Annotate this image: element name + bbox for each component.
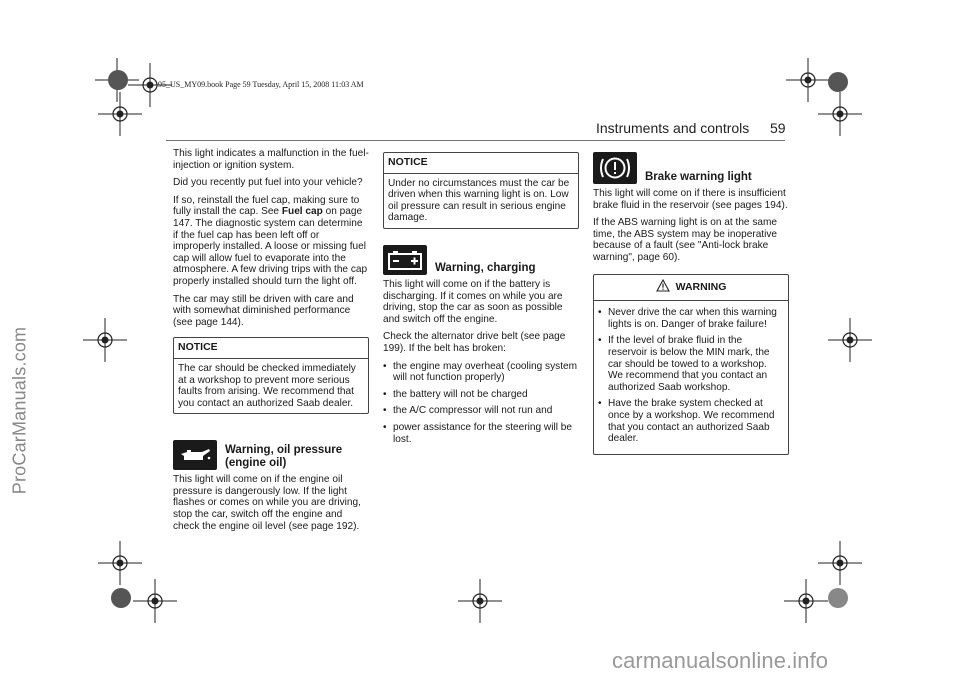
paragraph: This light will come on if the engine oil pressure is dangerously low. If the light flashes or comes on while you are driving, stop the car, switch off the engine and check the engine oil level (see page 192).: [173, 474, 361, 532]
calibration-disc: [108, 70, 128, 90]
list-item: • Never drive the car when this warning lights is on. Danger of brake failure!: [598, 307, 784, 330]
charging-heading: Warning, charging: [435, 261, 536, 274]
oil-can-icon: [173, 440, 217, 470]
paragraph: [173, 195, 369, 288]
list-item: • the engine may overheat (cooling system will not function properly): [383, 361, 579, 384]
notice-text: The car should be checked immediately at a workshop to prevent more serious faults from arising. We recommend that you contact an authorized Saab dealer.: [178, 362, 356, 409]
list-item: • power assistance for the steering will be lost.: [383, 422, 579, 445]
registration-mark: [784, 579, 828, 623]
brake-heading: Brake warning light: [645, 171, 752, 183]
column-right: [593, 152, 789, 455]
oil-pressure-heading-row: [173, 440, 369, 470]
registration-mark: [818, 541, 862, 585]
warning-box: [593, 274, 789, 455]
paragraph: If the ABS warning light is on at the same time, the ABS system may be inoperative because of a fault (see "Anti-lock brake warning", page 60).: [593, 217, 778, 263]
warning-triangle-icon: [656, 279, 670, 296]
brake-heading-row: [593, 152, 789, 184]
registration-mark: [98, 92, 142, 136]
paragraph: The car may still be driven with care and with somewhat diminished performance (see page 144).: [173, 293, 354, 328]
registration-mark: [818, 92, 862, 136]
list-item: • If the level of brake fluid in the reservoir is below the MIN mark, the car should be towed to a workshop. We recommend that you contact an authorized Saab workshop.: [598, 335, 784, 393]
paragraph: This light will come on if the battery is discharging. If it comes on while you are driving, stop the car as soon as possible and switch off the engine.: [383, 278, 563, 325]
warning-title: WARNING: [675, 280, 727, 293]
column-middle: [383, 152, 579, 450]
bullet-list: [383, 361, 579, 446]
paragraph: Did you recently put fuel into your vehicle?: [173, 177, 363, 189]
calibration-disc: [111, 588, 131, 608]
calibration-disc: [828, 588, 848, 608]
running-header-title: Instruments and controls: [596, 120, 750, 136]
page-number: 59: [770, 120, 786, 136]
footer-watermark: carmanualsonline.info: [612, 648, 829, 673]
registration-mark: [458, 579, 502, 623]
paragraph: This light indicates a malfunction in the fuel-injection or ignition system.: [173, 148, 369, 171]
registration-mark: [133, 579, 177, 623]
list-item: • the A/C compressor will not run and: [383, 405, 579, 417]
brake-warning-icon: [593, 152, 637, 184]
notice-box: [383, 152, 579, 229]
warning-header: [594, 275, 788, 302]
charging-heading-row: [383, 245, 579, 275]
notice-title: NOTICE: [174, 338, 368, 359]
list-item: • the battery will not be charged: [383, 389, 579, 401]
book-meta-line: 95_US_MY09.book Page 59 Tuesday, April 15, 2008 11:03 AM: [158, 80, 364, 89]
paragraph: Check the alternator drive belt (see page 199). If the belt has broken:: [383, 331, 566, 354]
header-rule: [166, 140, 785, 141]
registration-mark: [83, 318, 127, 362]
paragraph: This light will come on if there is insufficient brake fluid in the reservoir (see pages 194).: [593, 188, 788, 211]
registration-mark: [828, 318, 872, 362]
notice-text: Under no circumstances must the car be driven when this warning light is on. Low oil pressure can result in serious engine damage.: [388, 177, 570, 224]
calibration-disc: [828, 72, 848, 92]
column-left: [173, 148, 369, 538]
battery-icon: [383, 245, 427, 275]
text-run: If so, reinstall the fuel cap, making sure to fully install the cap. See: [173, 194, 360, 218]
list-item: • Have the brake system checked at once by a workshop. We recommend that you contact an authorized Saab dealer.: [598, 398, 784, 444]
side-watermark: ProCarManuals.com: [9, 326, 30, 495]
oil-pressure-heading: Warning, oil pressure (engine oil): [225, 444, 343, 470]
notice-title: NOTICE: [384, 153, 578, 174]
warning-bullet-list: [598, 307, 784, 445]
cross-reference: Fuel cap: [281, 206, 323, 218]
text-run: on page 147. The diagnostic system can determine if the fuel cap has been left off or improperly installed. A loose or missing fuel cap will allow fuel to evaporate into the atmosphere. A few driving trips with the cap properly installed should turn the light off.: [173, 206, 368, 287]
notice-box: [173, 337, 369, 414]
